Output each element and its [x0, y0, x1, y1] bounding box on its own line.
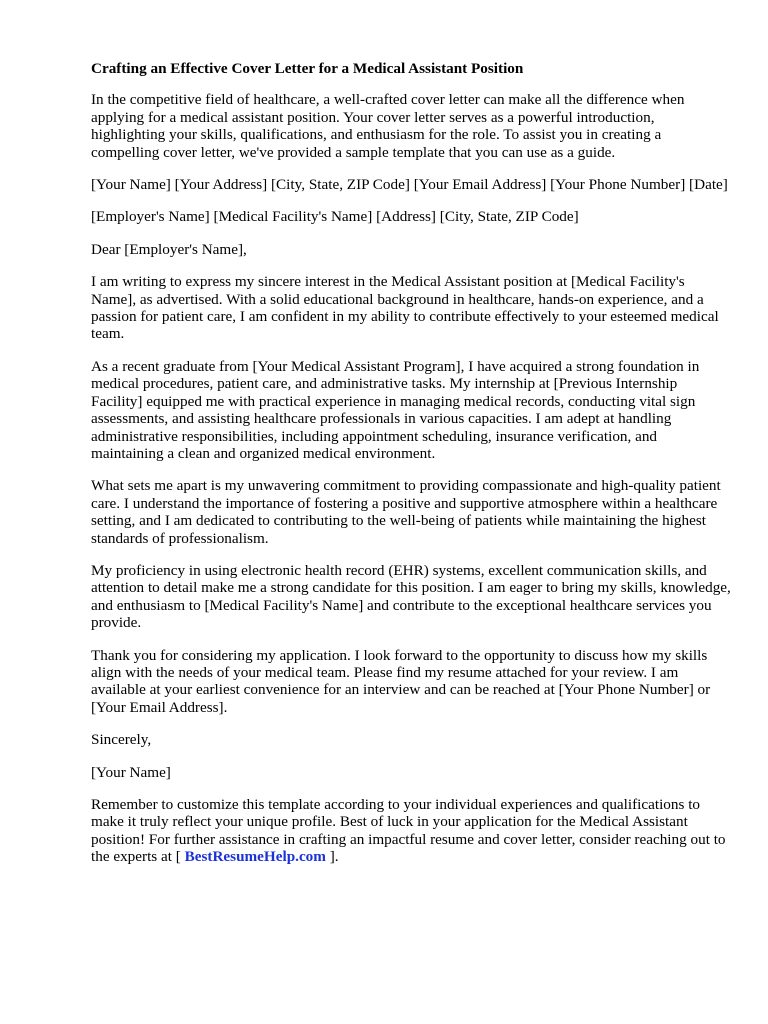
closing: Sincerely,: [91, 731, 152, 749]
body-paragraph-2: As a recent graduate from [Your Medical Assistant Program], I have acquired a strong foundation in medical procedures, patient care, and administrative tasks. My internship at [Previous Internship Facility] equipped me with practical experience in managing medical records, conducting vital sign assessments, and assisting healthcare professionals in various capacities. I am adept at handling administrative responsibilities, including appointment scheduling, insurance verification, and maintaining a clean and organized medical environment.: [91, 357, 700, 462]
document-page: [91, 60, 731, 881]
sender-address-block: [Your Name] [Your Address] [City, State, ZIP Code] [Your Email Address] [Your Phone Number] [Date]: [91, 176, 728, 194]
body-paragraph-1: I am writing to express my sincere interest in the Medical Assistant position at [Medical Facility's Name], as advertised. With a solid educational background in healthcare, hands-on experience, and a passion for patient care, I am confident in my ability to contribute effectively to your esteemed medical team.: [91, 273, 719, 343]
salutation: Dear [Employer's Name],: [91, 240, 247, 258]
signature: [Your Name]: [91, 763, 171, 781]
body-paragraph-5: Thank you for considering my application. I look forward to the opportunity to discuss how my skills align with the needs of your medical team. Please find my resume attached for your review. I am available at your earliest convenience for an interview and can be reached at [Your Phone Number] or [Your Email Address].: [91, 646, 711, 716]
footer-note: [91, 796, 731, 866]
recipient-address-block: [Employer's Name] [Medical Facility's Name] [Address] [City, State, ZIP Code]: [91, 208, 579, 226]
body-paragraph-4: My proficiency in using electronic health record (EHR) systems, excellent communication skills, and attention to detail make me a strong candidate for this position. I am eager to bring my skills, knowledge, and enthusiasm to [Medical Facility's Name] and contribute to the exceptional healthcare services you provide.: [91, 561, 731, 632]
intro-paragraph: In the competitive field of healthcare, a well-crafted cover letter can make all the difference when applying for a medical assistant position. Your cover letter serves as a powerful introduction, highlighting your skills, qualifications, and enthusiasm for the role. To assist you in creating a compelling cover letter, we've provided a sample template that you can use as a guide.: [91, 91, 685, 161]
document-title: Crafting an Effective Cover Letter for a Medical Assistant Position: [91, 60, 524, 77]
best-resume-help-link[interactable]: BestResumeHelp.com: [184, 848, 326, 866]
footer-text-after: ].: [325, 848, 339, 866]
footer-text-before: Remember to customize this template according to your individual experiences and qualifications to make it truly reflect your unique profile. Best of luck in your application for the Medical Assistant position! For further assistance in crafting an impactful resume and cover letter, consider reaching out to the experts at [: [91, 796, 726, 866]
body-paragraph-3: What sets me apart is my unwavering commitment to providing compassionate and high-quality patient care. I understand the importance of fostering a positive and supportive atmosphere within a healthcare setting, and I am dedicated to contributing to the well-being of patients while maintaining the highest standards of professionalism.: [91, 477, 721, 547]
